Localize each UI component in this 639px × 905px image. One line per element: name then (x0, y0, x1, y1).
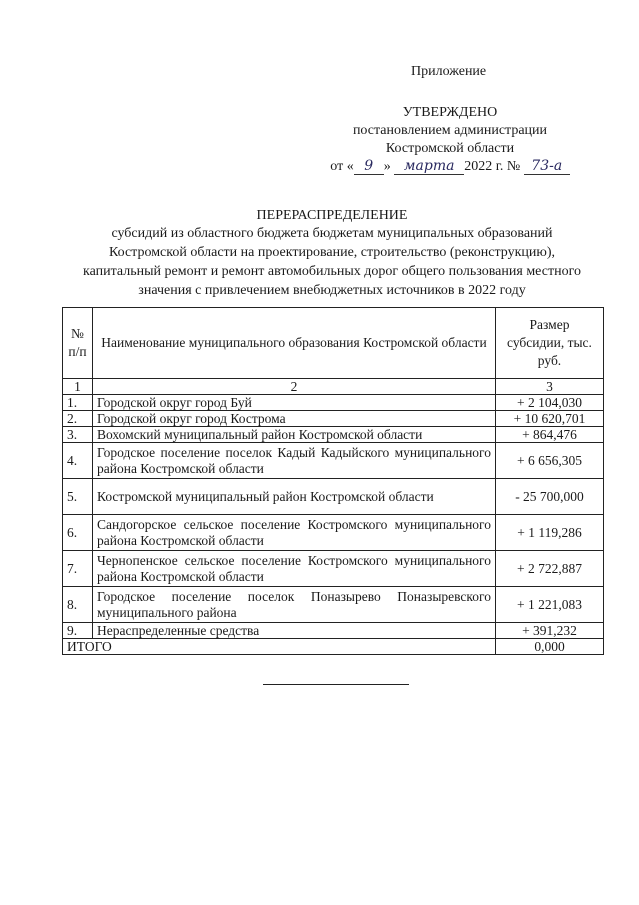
table-row (63, 587, 604, 623)
row-number: 1. (63, 395, 93, 411)
row-name: Нераспределенные средства (93, 623, 496, 639)
appendix-label: Приложение (411, 64, 487, 79)
approved-label: УТВЕРЖДЕНО (402, 105, 498, 120)
row-name: Сандогорское сельское поселение Костромского муниципального района Костромской области (93, 515, 496, 551)
approval-block (300, 104, 600, 176)
table-row (63, 411, 604, 427)
table-header-row (63, 308, 604, 379)
column-header-number: № п/п (63, 308, 93, 379)
row-number: 3. (63, 427, 93, 443)
column-header-amount: Размер субсидии, тыс. руб. (496, 308, 604, 379)
date-mid: » (383, 159, 391, 174)
table-row (63, 395, 604, 411)
row-amount: + 1 221,083 (496, 587, 604, 623)
row-number: 7. (63, 551, 93, 587)
decree-date-line (300, 158, 600, 176)
row-amount: - 25 700,000 (496, 479, 604, 515)
table-row (63, 479, 604, 515)
row-amount: + 2 104,030 (496, 395, 604, 411)
document-heading: ПЕРЕРАСПРЕДЕЛЕНИЕ (256, 208, 408, 223)
decree-line-2: Костромской области (385, 141, 515, 156)
row-amount: + 391,232 (496, 623, 604, 639)
table-row (63, 443, 604, 479)
table-row (63, 551, 604, 587)
row-name: Чернопенское сельское поселение Костромского муниципального района Костромской области (93, 551, 496, 587)
table-row (63, 515, 604, 551)
row-name: Костромской муниципальный район Костромской области (93, 479, 496, 515)
column-header-name: Наименование муниципального образования Костромской области (93, 308, 496, 379)
table-index-row (63, 379, 604, 395)
date-year: 2022 г. № (464, 159, 521, 174)
table-total-row (63, 639, 604, 655)
column-index-2: 2 (93, 379, 496, 395)
row-name: Городское поселение поселок Кадый Кадыйского муниципального района Костромской области (93, 443, 496, 479)
row-number: 2. (63, 411, 93, 427)
column-index-3: 3 (496, 379, 604, 395)
row-number: 8. (63, 587, 93, 623)
subsidy-table (62, 307, 604, 655)
document-subtitle: субсидий из областного бюджета бюджетам муниципальных образований Костромской области на проектирование, строительство (реконструкцию), капитальный ремонт и ремонт автомобильных дорог общего пользования местного значения с привлечением внебюджетных источников в 2022 году (83, 226, 581, 298)
table-row (63, 427, 604, 443)
total-label: ИТОГО (63, 639, 496, 655)
row-name: Городской округ город Буй (93, 395, 496, 411)
decree-line-1: постановлением администрации (352, 123, 548, 138)
row-amount: + 10 620,701 (496, 411, 604, 427)
row-name: Городское поселение поселок Поназырево Поназыревского муниципального района (93, 587, 496, 623)
row-amount: + 1 119,286 (496, 515, 604, 551)
handwritten-decree-number: 73-а (524, 159, 570, 175)
handwritten-day: 9 (354, 159, 384, 175)
row-amount: + 2 722,887 (496, 551, 604, 587)
handwritten-month: марта (394, 159, 464, 175)
closing-divider (263, 684, 409, 685)
row-number: 4. (63, 443, 93, 479)
row-number: 6. (63, 515, 93, 551)
row-amount: + 6 656,305 (496, 443, 604, 479)
row-name: Городской округ город Кострома (93, 411, 496, 427)
row-amount: + 864,476 (496, 427, 604, 443)
row-number: 9. (63, 623, 93, 639)
row-name: Вохомский муниципальный район Костромской области (93, 427, 496, 443)
date-prefix: от « (330, 159, 354, 174)
table-row (63, 623, 604, 639)
column-index-1: 1 (63, 379, 93, 395)
row-number: 5. (63, 479, 93, 515)
total-amount: 0,000 (496, 639, 604, 655)
